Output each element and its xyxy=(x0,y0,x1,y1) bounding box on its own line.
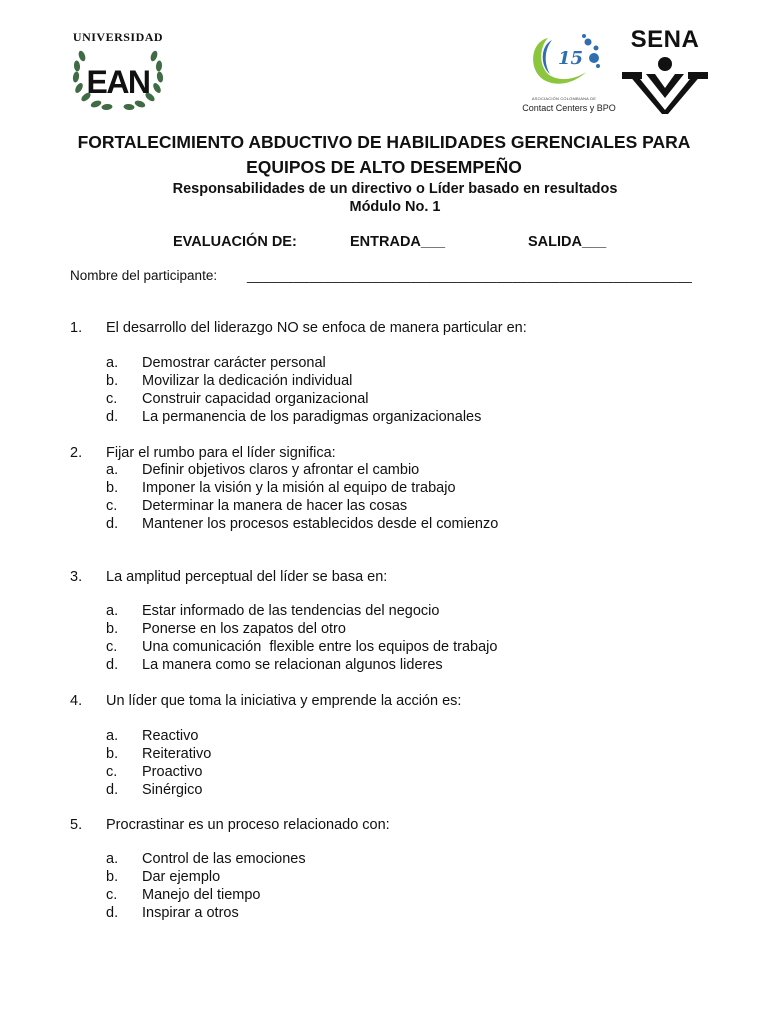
option-letter: d. xyxy=(106,409,119,425)
evaluation-entrada-field[interactable]: ENTRADA___ xyxy=(350,234,446,250)
module-label: Módulo No. 1 xyxy=(349,199,441,215)
sena-emblem-icon xyxy=(622,56,708,114)
question-2-option-d[interactable] xyxy=(0,516,768,534)
option-text: La manera como se relacionan algunos lideres xyxy=(142,657,443,673)
question-1-option-c[interactable] xyxy=(0,391,768,409)
option-letter: d. xyxy=(106,516,119,532)
question-3-option-d[interactable] xyxy=(0,657,768,675)
question-3-option-b[interactable] xyxy=(0,621,768,639)
option-letter: c. xyxy=(106,639,118,655)
evaluation-label: EVALUACIÓN DE: xyxy=(173,234,297,250)
option-letter: b. xyxy=(106,869,119,885)
participant-name-label: Nombre del participante: xyxy=(70,268,218,283)
option-letter: c. xyxy=(106,764,118,780)
question-number: 4. xyxy=(70,693,83,709)
question-number: 1. xyxy=(70,320,83,336)
option-text: Reactivo xyxy=(142,728,199,744)
option-letter: a. xyxy=(106,728,119,744)
question-2-option-c[interactable] xyxy=(0,498,768,516)
option-text: Manejo del tiempo xyxy=(142,887,261,903)
option-text: Construir capacidad organizacional xyxy=(142,391,369,407)
question-5-option-a[interactable] xyxy=(0,851,768,869)
document-title-line-1: FORTALECIMIENTO ABDUCTIVO DE HABILIDADES GERENCIALES PARA xyxy=(77,132,691,152)
option-text: Proactivo xyxy=(142,764,203,780)
question-1 xyxy=(0,320,768,340)
option-text: Reiterativo xyxy=(142,746,212,762)
option-text: Ponerse en los zapatos del otro xyxy=(142,621,346,637)
acdecc-association-text: ASOCIACIÓN COLOMBIANA DE xyxy=(531,96,597,101)
sena-logo-text: SENA xyxy=(630,26,700,53)
question-5-option-b[interactable] xyxy=(0,869,768,887)
option-letter: c. xyxy=(106,391,118,407)
question-number: 5. xyxy=(70,817,83,833)
option-letter: a. xyxy=(106,851,119,867)
option-text: Imponer la visión y la misión al equipo de trabajo xyxy=(142,480,456,496)
question-5-option-c[interactable] xyxy=(0,887,768,905)
question-1-option-a[interactable] xyxy=(0,355,768,373)
option-letter: b. xyxy=(106,373,119,389)
option-text: Mantener los procesos establecidos desde el comienzo xyxy=(142,516,499,532)
option-letter: b. xyxy=(106,746,119,762)
evaluation-salida-field[interactable]: SALIDA___ xyxy=(528,234,607,250)
question-2-option-a[interactable] xyxy=(0,462,768,480)
option-letter: c. xyxy=(106,498,118,514)
acdecc-logo xyxy=(514,30,614,116)
anniversary-swoosh-icon xyxy=(514,30,614,96)
ean-logo-top-text: UNIVERSIDAD xyxy=(72,30,164,44)
question-4-option-b[interactable] xyxy=(0,746,768,764)
svg-text:15: 15 xyxy=(558,48,584,69)
question-text: Fijar el rumbo para el líder significa: xyxy=(106,445,336,461)
option-letter: c. xyxy=(106,887,118,903)
question-2 xyxy=(0,445,768,463)
question-text: El desarrollo del liderazgo NO se enfoca de manera particular en: xyxy=(106,320,527,336)
question-4-option-a[interactable] xyxy=(0,728,768,746)
option-text: Estar informado de las tendencias del negocio xyxy=(142,603,440,619)
sena-logo xyxy=(620,26,710,114)
question-1-option-b[interactable] xyxy=(0,373,768,391)
acdecc-name-text: Contact Centers y BPO xyxy=(522,103,616,113)
option-text: Control de las emociones xyxy=(142,851,306,867)
question-2-option-b[interactable] xyxy=(0,480,768,498)
question-text: Procrastinar es un proceso relacionado con: xyxy=(106,817,390,833)
question-3 xyxy=(0,569,768,587)
question-text: Un líder que toma la iniciativa y emprende la acción es: xyxy=(106,693,462,709)
option-text: Sinérgico xyxy=(142,782,203,798)
question-5-option-d[interactable] xyxy=(0,905,768,923)
option-text: Demostrar carácter personal xyxy=(142,355,326,371)
option-text: Definir objetivos claros y afrontar el cambio xyxy=(142,462,420,478)
option-text: La permanencia de los paradigmas organizacionales xyxy=(142,409,482,425)
option-letter: b. xyxy=(106,621,119,637)
option-letter: d. xyxy=(106,782,119,798)
document-subtitle: Responsabilidades de un directivo o Líder basado en resultados xyxy=(172,181,618,197)
option-letter: b. xyxy=(106,480,119,496)
question-text: La amplitud perceptual del líder se basa en: xyxy=(106,569,388,585)
question-number: 2. xyxy=(70,445,83,461)
option-text: Dar ejemplo xyxy=(142,869,221,885)
participant-name-field[interactable]: _________________________________________________________ xyxy=(247,268,693,283)
document-title-line-2: EQUIPOS DE ALTO DESEMPEÑO xyxy=(246,157,522,177)
question-number: 3. xyxy=(70,569,83,585)
option-letter: a. xyxy=(106,603,119,619)
question-4-option-d[interactable] xyxy=(0,782,768,800)
option-text: Determinar la manera de hacer las cosas xyxy=(142,498,408,514)
option-letter: a. xyxy=(106,355,119,371)
ean-logo-main-text: EAN xyxy=(86,64,150,100)
option-letter: d. xyxy=(106,905,119,921)
universidad-ean-logo xyxy=(68,28,168,112)
option-text: Una comunicación flexible entre los equipos de trabajo xyxy=(142,639,498,655)
question-3-option-c[interactable] xyxy=(0,639,768,657)
question-1-option-d[interactable] xyxy=(0,409,768,427)
option-letter: d. xyxy=(106,657,119,673)
option-text: Inspirar a otros xyxy=(142,905,239,921)
option-text: Movilizar la dedicación individual xyxy=(142,373,353,389)
question-4-option-c[interactable] xyxy=(0,764,768,782)
question-4 xyxy=(0,693,768,711)
option-letter: a. xyxy=(106,462,119,478)
question-3-option-a[interactable] xyxy=(0,603,768,621)
question-5 xyxy=(0,817,768,835)
